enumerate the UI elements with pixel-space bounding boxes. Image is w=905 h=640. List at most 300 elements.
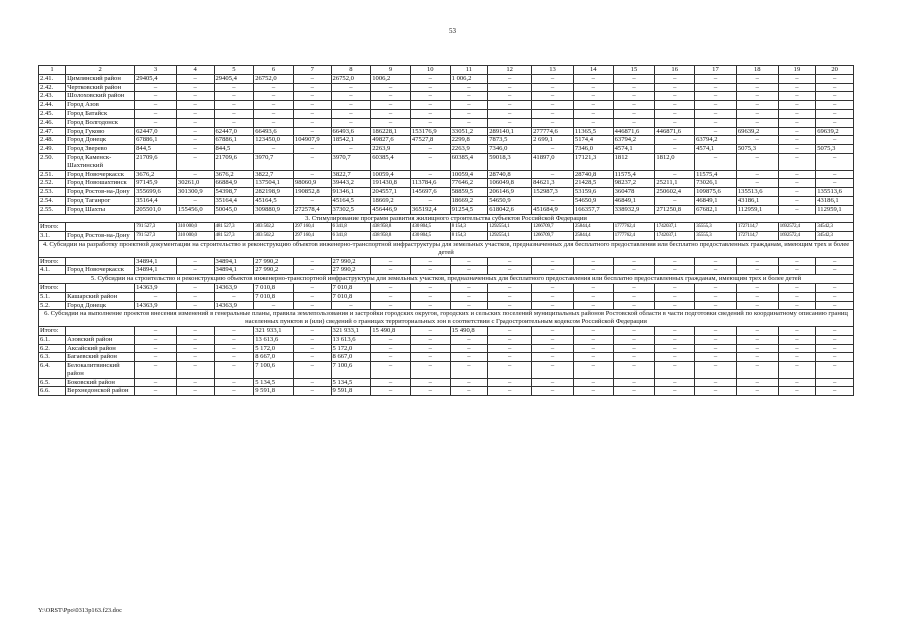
value-cell: – <box>293 153 331 170</box>
value-cell: – <box>655 136 695 145</box>
value-cell: – <box>488 362 532 379</box>
value-cell: 166357,7 <box>573 205 613 214</box>
value-cell: 34894,1 <box>214 266 254 275</box>
value-cell: – <box>410 118 450 127</box>
section-heading: 5. Субсидии на строительство и реконструкцию объектов инженерно-транспортной инфраструктуры для земельных участков, предназначенных для бесплатного предоставления или бесплатно предоставленных гражданам, имеющим трех и более детей <box>39 275 854 284</box>
value-cell: 297 160,4 <box>293 232 331 241</box>
value-cell: 7346,0 <box>488 145 532 154</box>
value-cell: 301300,9 <box>176 188 214 197</box>
value-cell: – <box>254 145 294 154</box>
value-cell: – <box>488 301 532 310</box>
value-cell: 97145,9 <box>135 179 177 188</box>
value-cell: 1742037,1 <box>655 232 695 241</box>
value-cell: 3676,2 <box>135 170 177 179</box>
value-cell: 153176,9 <box>410 127 450 136</box>
value-cell: 11365,5 <box>573 127 613 136</box>
value-cell: – <box>695 283 737 292</box>
value-cell: 135513,6 <box>736 188 778 197</box>
value-cell: 21709,6 <box>135 153 177 170</box>
value-cell: 2 699,1 <box>532 136 574 145</box>
value-cell: – <box>450 266 488 275</box>
value-cell: – <box>573 326 613 335</box>
value-cell: 1292554,1 <box>488 232 532 241</box>
value-cell: – <box>778 101 816 110</box>
column-number-header: 12 <box>488 66 532 75</box>
value-cell: 104907,9 <box>293 136 331 145</box>
value-cell: – <box>573 387 613 396</box>
value-cell: 35555,3 <box>695 223 737 232</box>
value-cell: – <box>736 179 778 188</box>
value-cell: – <box>135 101 177 110</box>
table-row <box>39 145 854 154</box>
value-cell: – <box>695 326 737 335</box>
value-cell: – <box>655 196 695 205</box>
value-cell: – <box>488 378 532 387</box>
column-number-header: 14 <box>573 66 613 75</box>
value-cell: 1692572,4 <box>778 223 816 232</box>
value-cell: 39443,2 <box>331 179 371 188</box>
value-cell: – <box>655 83 695 92</box>
value-cell: 25211,1 <box>655 179 695 188</box>
value-cell: – <box>532 353 574 362</box>
value-cell: 109875,6 <box>695 188 737 197</box>
table-row <box>39 205 854 214</box>
row-number-cell: 2.41. <box>39 74 66 83</box>
row-number-cell: 2.45. <box>39 109 66 118</box>
value-cell: – <box>736 353 778 362</box>
value-cell: 45164,5 <box>331 196 371 205</box>
value-cell: – <box>695 266 737 275</box>
value-cell: – <box>488 109 532 118</box>
municipality-name-cell: Город Шахты <box>66 205 135 214</box>
table-row <box>39 353 854 362</box>
value-cell: 9 591,8 <box>331 387 371 396</box>
value-cell: – <box>695 344 737 353</box>
value-cell: – <box>488 344 532 353</box>
row-number-cell: 2.42. <box>39 83 66 92</box>
value-cell: – <box>816 101 854 110</box>
value-cell: – <box>613 362 655 379</box>
value-cell: – <box>450 335 488 344</box>
value-cell: – <box>176 344 214 353</box>
column-number-header: 10 <box>410 66 450 75</box>
table-row <box>39 109 854 118</box>
value-cell: 53159,6 <box>573 188 613 197</box>
value-cell: 28740,8 <box>573 170 613 179</box>
table-row <box>39 196 854 205</box>
column-number-header: 20 <box>816 66 854 75</box>
table-row <box>39 378 854 387</box>
value-cell: – <box>736 301 778 310</box>
table-row <box>39 92 854 101</box>
municipality-name-cell: Город Каменск-Шахтинский <box>66 153 135 170</box>
value-cell: – <box>488 266 532 275</box>
municipality-name-cell: Верхнедонской район <box>66 387 135 396</box>
value-cell: 2299,8 <box>450 136 488 145</box>
value-cell: 1777762,4 <box>613 232 655 241</box>
row-number-cell: 4.1. <box>39 266 66 275</box>
value-cell: – <box>778 136 816 145</box>
value-cell: – <box>371 257 411 266</box>
table-row <box>39 188 854 197</box>
value-cell: 7 010,8 <box>254 283 294 292</box>
value-cell: – <box>778 179 816 188</box>
value-cell: – <box>695 74 737 83</box>
value-cell: – <box>331 118 371 127</box>
municipality-name-cell: Цимлянский район <box>66 74 135 83</box>
value-cell: 34894,1 <box>135 266 177 275</box>
column-number-header: 13 <box>532 66 574 75</box>
value-cell: 13 613,6 <box>331 335 371 344</box>
value-cell: 135513,6 <box>816 188 854 197</box>
value-cell: – <box>488 283 532 292</box>
value-cell: – <box>293 92 331 101</box>
value-cell: 1 006,2 <box>450 74 488 83</box>
value-cell: – <box>410 257 450 266</box>
value-cell: – <box>410 301 450 310</box>
value-cell: – <box>816 362 854 379</box>
value-cell: 63794,2 <box>613 136 655 145</box>
value-cell: 9 591,8 <box>254 387 294 396</box>
value-cell: – <box>613 83 655 92</box>
value-cell: 3822,7 <box>331 170 371 179</box>
value-cell: 152987,3 <box>532 188 574 197</box>
value-cell: – <box>450 118 488 127</box>
value-cell: 63794,2 <box>695 136 737 145</box>
value-cell: 8 667,0 <box>254 353 294 362</box>
value-cell: – <box>655 362 695 379</box>
value-cell: 27 990,2 <box>254 257 294 266</box>
value-cell: – <box>410 145 450 154</box>
table-row <box>39 179 854 188</box>
value-cell: – <box>573 335 613 344</box>
column-number-header: 17 <box>695 66 737 75</box>
value-cell: 4574,1 <box>613 145 655 154</box>
value-cell: 145697,6 <box>410 188 450 197</box>
value-cell: 310 000,0 <box>176 232 214 241</box>
value-cell: 297 160,4 <box>293 223 331 232</box>
value-cell: 25844,4 <box>573 232 613 241</box>
value-cell: – <box>695 118 737 127</box>
value-cell: 5 134,5 <box>254 378 294 387</box>
value-cell: – <box>816 170 854 179</box>
value-cell: – <box>655 101 695 110</box>
value-cell: – <box>214 83 254 92</box>
value-cell: – <box>410 344 450 353</box>
value-cell: – <box>573 257 613 266</box>
value-cell: 15 490,8 <box>371 326 411 335</box>
value-cell: – <box>450 362 488 379</box>
value-cell: – <box>214 362 254 379</box>
value-cell: – <box>736 257 778 266</box>
value-cell: – <box>816 153 854 170</box>
value-cell: 45164,5 <box>254 196 294 205</box>
table-row <box>39 83 854 92</box>
value-cell: 35164,4 <box>135 196 177 205</box>
value-cell: – <box>816 292 854 301</box>
value-cell: 7873,5 <box>488 136 532 145</box>
value-cell: – <box>371 378 411 387</box>
table-row <box>39 362 854 379</box>
row-number-cell: 2.46. <box>39 118 66 127</box>
value-cell: – <box>778 362 816 379</box>
value-cell: – <box>176 353 214 362</box>
value-cell: 7 100,6 <box>331 362 371 379</box>
value-cell: 77646,2 <box>450 179 488 188</box>
value-cell: 14363,9 <box>214 301 254 310</box>
value-cell: 206146,9 <box>488 188 532 197</box>
value-cell: 191430,8 <box>371 179 411 188</box>
value-cell: – <box>532 196 574 205</box>
column-number-header: 16 <box>655 66 695 75</box>
value-cell: – <box>450 109 488 118</box>
value-cell: – <box>613 92 655 101</box>
value-cell: – <box>532 335 574 344</box>
municipality-name-cell: Город Новочеркасск <box>66 266 135 275</box>
value-cell: – <box>613 101 655 110</box>
value-cell: 54650,9 <box>488 196 532 205</box>
value-cell: – <box>778 153 816 170</box>
table-row <box>39 387 854 396</box>
value-cell: – <box>532 344 574 353</box>
value-cell: – <box>532 145 574 154</box>
value-cell: 1727114,7 <box>736 232 778 241</box>
value-cell: 67682,1 <box>695 205 737 214</box>
value-cell: 11575,4 <box>695 170 737 179</box>
row-number-cell: 5.2. <box>39 301 66 310</box>
value-cell: 1812,0 <box>655 153 695 170</box>
value-cell: – <box>176 335 214 344</box>
municipality-name-cell <box>66 223 135 232</box>
column-number-header: 18 <box>736 66 778 75</box>
file-path-footer: Y:\ORST\Ppo\0313p163.f23.doc <box>38 607 122 614</box>
value-cell: – <box>293 292 331 301</box>
value-cell: 438 958,8 <box>371 223 411 232</box>
row-number-cell: 6.6. <box>39 387 66 396</box>
value-cell: – <box>214 353 254 362</box>
section-heading: 6. Субсидии на выполнение проектов внесения изменений в генеральные планы, правила землепользования и застройки городских округов, городских и сельских поселений муниципальных районов Ростовской области в части подготовки сведений по координатному описанию границ населенных пунктов и (или) сведений о границах территориальных зон в соответствии с Градостроительным кодексом Российской Федерации <box>39 310 854 327</box>
value-cell: – <box>176 283 214 292</box>
value-cell: 355699,6 <box>135 188 177 197</box>
value-cell: – <box>254 118 294 127</box>
value-cell: – <box>573 266 613 275</box>
value-cell: – <box>736 387 778 396</box>
table-row <box>39 344 854 353</box>
value-cell: – <box>655 92 695 101</box>
value-cell: 27 990,2 <box>331 257 371 266</box>
value-cell: 46849,1 <box>613 196 655 205</box>
municipality-name-cell: Белокалитвинский район <box>66 362 135 379</box>
value-cell: – <box>655 109 695 118</box>
value-cell: 3970,7 <box>331 153 371 170</box>
value-cell: 91346,1 <box>331 188 371 197</box>
row-number-cell: 2.49. <box>39 145 66 154</box>
value-cell: – <box>655 301 695 310</box>
value-cell: 844,5 <box>135 145 177 154</box>
value-cell: 2263,9 <box>371 145 411 154</box>
value-cell: – <box>176 136 214 145</box>
value-cell: – <box>532 83 574 92</box>
value-cell: – <box>371 335 411 344</box>
value-cell: 10059,4 <box>371 170 411 179</box>
value-cell: – <box>532 257 574 266</box>
value-cell: 190852,8 <box>293 188 331 197</box>
municipality-name-cell: Город Донецк <box>66 301 135 310</box>
row-number-cell: 2.47. <box>39 127 66 136</box>
value-cell: – <box>778 344 816 353</box>
municipality-name-cell: Шолоховский район <box>66 92 135 101</box>
value-cell: – <box>816 74 854 83</box>
section-heading-row <box>39 240 854 257</box>
value-cell: – <box>371 83 411 92</box>
value-cell: – <box>450 283 488 292</box>
value-cell: 1742037,1 <box>655 223 695 232</box>
value-cell: – <box>488 118 532 127</box>
value-cell: – <box>778 283 816 292</box>
value-cell: – <box>488 83 532 92</box>
value-cell: – <box>450 92 488 101</box>
table-row <box>39 223 854 232</box>
value-cell: – <box>655 353 695 362</box>
row-number-cell: 2.51. <box>39 170 66 179</box>
value-cell: 58859,5 <box>450 188 488 197</box>
value-cell: – <box>450 344 488 353</box>
value-cell: 47527,8 <box>410 136 450 145</box>
value-cell: 26752,0 <box>254 74 294 83</box>
value-cell: 360478 <box>613 188 655 197</box>
value-cell: – <box>613 109 655 118</box>
value-cell: – <box>573 301 613 310</box>
value-cell: 7 010,8 <box>331 292 371 301</box>
value-cell: 66884,9 <box>214 179 254 188</box>
value-cell: 309880,9 <box>254 205 294 214</box>
municipality-name-cell: Город Ростов-на-Дону <box>66 232 135 241</box>
value-cell: – <box>695 362 737 379</box>
value-cell: – <box>532 326 574 335</box>
value-cell: – <box>371 118 411 127</box>
value-cell: – <box>293 301 331 310</box>
value-cell: – <box>573 101 613 110</box>
value-cell: – <box>532 118 574 127</box>
value-cell: 6 341,8 <box>331 232 371 241</box>
value-cell: 59018,3 <box>488 153 532 170</box>
value-cell: – <box>573 83 613 92</box>
column-number-header-row <box>39 66 854 75</box>
value-cell: – <box>176 378 214 387</box>
value-cell: – <box>488 387 532 396</box>
value-cell: – <box>214 387 254 396</box>
value-cell: – <box>736 92 778 101</box>
municipality-name-cell: Азовский район <box>66 335 135 344</box>
value-cell: – <box>613 292 655 301</box>
value-cell: – <box>655 326 695 335</box>
value-cell: – <box>450 292 488 301</box>
value-cell: – <box>450 378 488 387</box>
value-cell: – <box>695 153 737 170</box>
table-row <box>39 101 854 110</box>
value-cell: 3970,7 <box>254 153 294 170</box>
column-number-header: 15 <box>613 66 655 75</box>
value-cell: – <box>778 188 816 197</box>
value-cell: 8 667,0 <box>331 353 371 362</box>
value-cell: 277774,6 <box>532 127 574 136</box>
value-cell: – <box>254 83 294 92</box>
value-cell: – <box>816 118 854 127</box>
value-cell: – <box>736 362 778 379</box>
value-cell: 46849,1 <box>695 196 737 205</box>
municipality-name-cell: Кашарский район <box>66 292 135 301</box>
municipality-name-cell: Чертковский район <box>66 83 135 92</box>
municipality-name-cell: Боковский район <box>66 378 135 387</box>
value-cell: – <box>573 109 613 118</box>
value-cell: 7 100,6 <box>254 362 294 379</box>
value-cell: – <box>573 362 613 379</box>
value-cell: – <box>410 292 450 301</box>
page-number: 53 <box>449 27 456 35</box>
value-cell: 1812 <box>613 153 655 170</box>
value-cell: – <box>816 179 854 188</box>
column-number-header: 1 <box>39 66 66 75</box>
value-cell: 5 134,5 <box>331 378 371 387</box>
value-cell: 5075,3 <box>736 145 778 154</box>
value-cell: – <box>532 362 574 379</box>
value-cell: 73026,1 <box>695 179 737 188</box>
value-cell: – <box>293 127 331 136</box>
value-cell: – <box>655 145 695 154</box>
value-cell: – <box>778 292 816 301</box>
value-cell: 8 154,3 <box>450 223 488 232</box>
value-cell: 11575,4 <box>613 170 655 179</box>
value-cell: – <box>816 344 854 353</box>
value-cell: – <box>135 353 177 362</box>
value-cell: – <box>135 92 177 101</box>
value-cell: – <box>176 127 214 136</box>
value-cell: – <box>816 353 854 362</box>
value-cell: 113784,6 <box>410 179 450 188</box>
municipality-name-cell: Багаевский район <box>66 353 135 362</box>
value-cell: 5174,4 <box>573 136 613 145</box>
value-cell: 7 010,8 <box>331 283 371 292</box>
value-cell: – <box>695 353 737 362</box>
row-number-cell: 2.54. <box>39 196 66 205</box>
value-cell: – <box>488 292 532 301</box>
table-row <box>39 335 854 344</box>
value-cell: 34894,1 <box>214 257 254 266</box>
value-cell: – <box>214 378 254 387</box>
value-cell: – <box>695 301 737 310</box>
value-cell: 13 613,6 <box>254 335 294 344</box>
value-cell: – <box>655 170 695 179</box>
value-cell: 91254,5 <box>450 205 488 214</box>
column-number-header: 19 <box>778 66 816 75</box>
value-cell: – <box>331 101 371 110</box>
value-cell: – <box>254 101 294 110</box>
value-cell: 10059,4 <box>450 170 488 179</box>
value-cell: – <box>695 92 737 101</box>
value-cell: 438 958,8 <box>371 232 411 241</box>
value-cell: 29405,4 <box>214 74 254 83</box>
value-cell: – <box>532 292 574 301</box>
value-cell: 1006,2 <box>371 74 411 83</box>
row-number-cell: 2.48. <box>39 136 66 145</box>
value-cell: – <box>573 283 613 292</box>
value-cell: 186228,1 <box>371 127 411 136</box>
municipality-name-cell: Город Батайск <box>66 109 135 118</box>
row-number-cell: 3.1. <box>39 232 66 241</box>
value-cell: 791 527,3 <box>135 232 177 241</box>
value-cell: 67886,1 <box>214 136 254 145</box>
value-cell: – <box>778 145 816 154</box>
